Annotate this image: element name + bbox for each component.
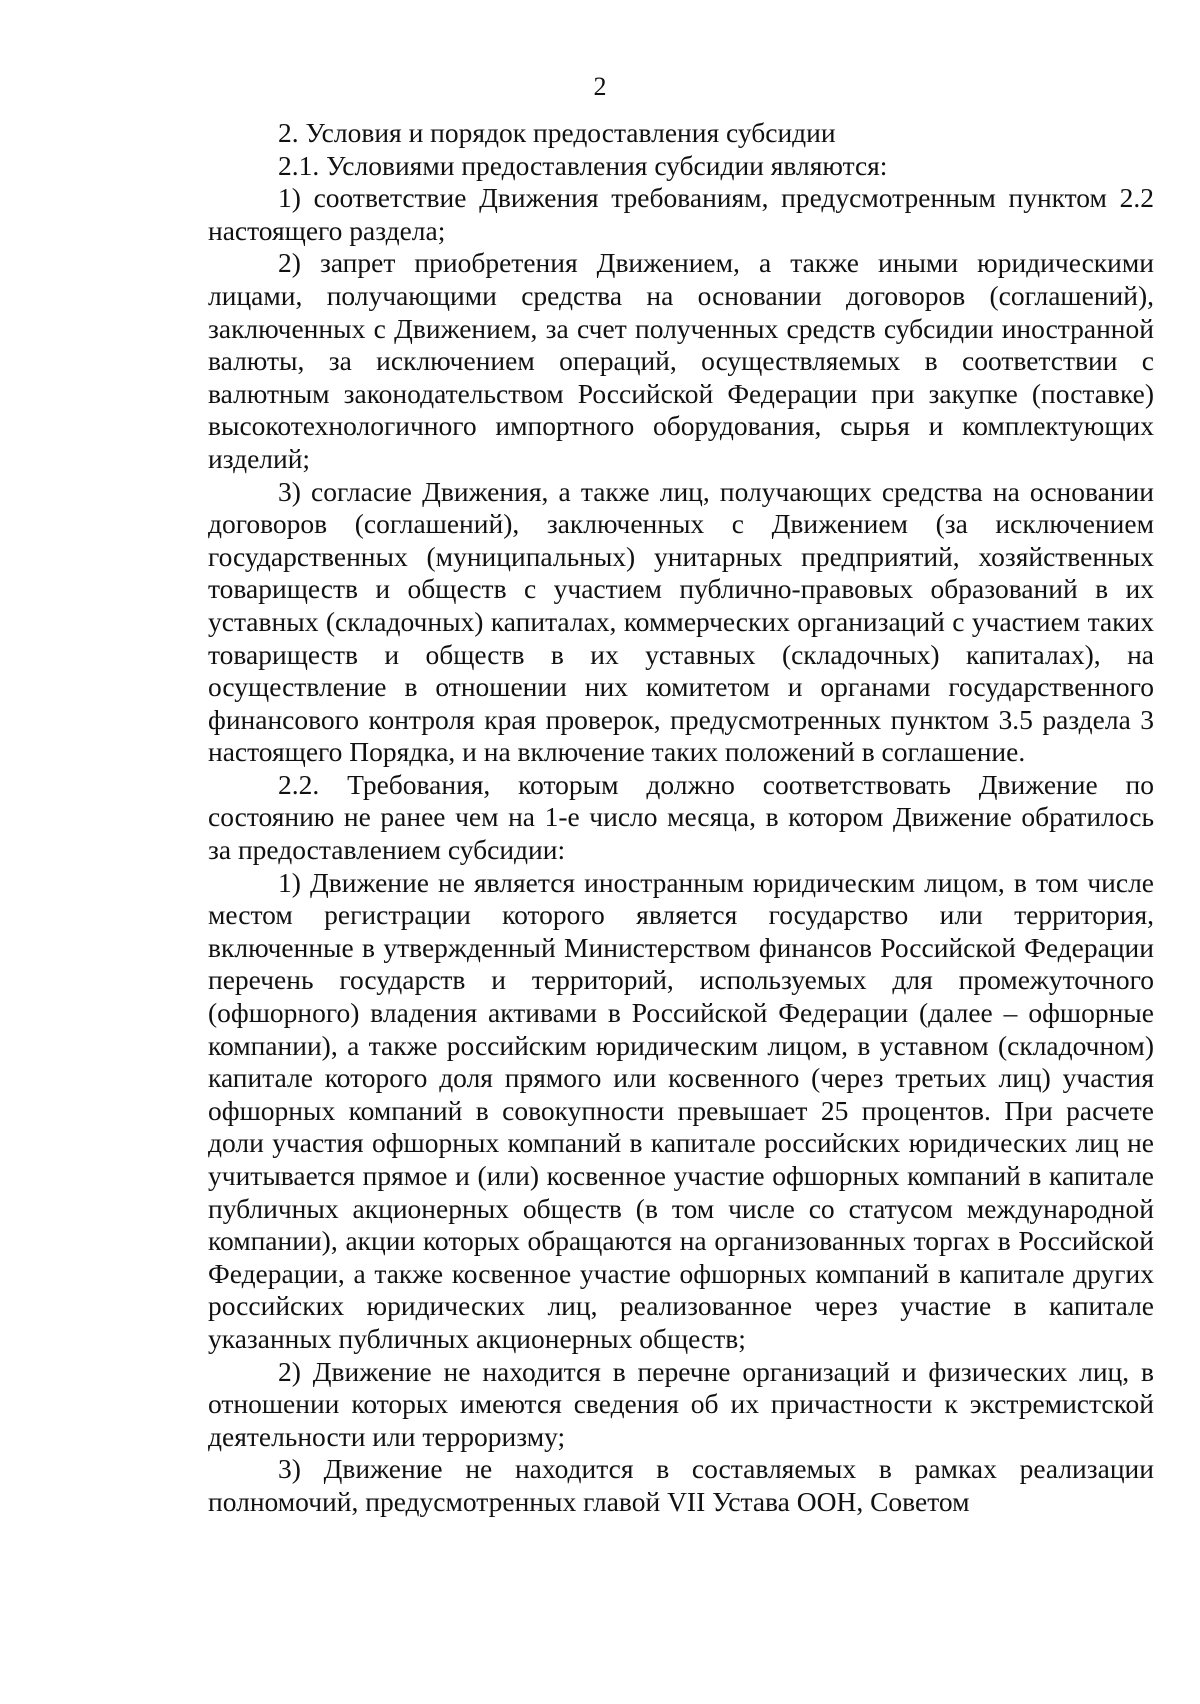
paragraph-2-1-item-1: 1) соответствие Движения требованиям, предусмотренным пунктом 2.2 настоящего раздела; [208, 182, 1154, 246]
paragraph-2-1-item-2: 2) запрет приобретения Движением, а также иными юридическими лицами, получающими средства на основании договоров (соглашений), заключенных с Движением, за счет полученных средств субсидии иностранной валюты, за исключением операций, осуществляемых в соответствии с валютным законодательством Российской Федерации при закупке (поставке) высокотехнологичного импортного оборудования, сырья и комплектующих изделий; [208, 247, 1154, 474]
paragraph-2-1-item-3: 3) согласие Движения, а также лиц, получающих средства на основании договоров (соглашений), заключенных с Движением (за исключением государственных (муниципальных) унитарных предприятий, хозяйственных товариществ и обществ с участием публично-правовых образований в их уставных (складочных) капиталах, коммерческих организаций с участием таких товариществ и обществ в их уставных (складочных) капиталах), на осуществление в отношении них комитетом и органами государственного финансового контроля края проверок, предусмотренных пунктом 3.5 раздела 3 настоящего Порядка, и на включение таких положений в соглашение. [208, 475, 1154, 768]
paragraph-2-2-item-3: 3) Движение не находится в составляемых в рамках реализации полномочий, предусмотренных главой VII Устава ООН, Советом [208, 1453, 1154, 1517]
document-body [208, 117, 1154, 1519]
paragraph-2-2-item-2: 2) Движение не находится в перечне организаций и физических лиц, в отношении которых имеются сведения об их причастности к экстремистской деятельности или терроризму; [208, 1355, 1154, 1452]
paragraph-2-1: 2.1. Условиями предоставления субсидии являются: [278, 149, 888, 181]
section-title: 2. Условия и порядок предоставления субсидии [278, 117, 836, 148]
page-number: 2 [593, 72, 607, 101]
paragraph-2-2: 2.2. Требования, которым должно соответствовать Движение по состоянию не ранее чем на 1-е число месяца, в котором Движение обратилось за предоставлением субсидии: [208, 768, 1154, 866]
paragraph-2-2-item-1: 1) Движение не является иностранным юридическим лицом, в том числе местом регистрации которого является государство или территория, включенные в утвержденный Министерством финансов Российской Федерации перечень государств и территорий, используемых для промежуточного (офшорного) владения активами в Российской Федерации (далее – офшорные компании), а также российским юридическим лицом, в уставном (складочном) капитале которого доля прямого или косвенного (через третьих лиц) участия офшорных компаний в совокупности превышает 25 процентов. При расчете доли участия офшорных компаний в капитале российских юридических лиц не учитывается прямое и (или) косвенное участие офшорных компаний в капитале публичных акционерных обществ (в том числе со статусом международной компании), акции которых обращаются на организованных торгах в Российской Федерации, а также косвенное участие офшорных компаний в капитале других российских юридических лиц, реализованное через участие в капитале указанных публичных акционерных обществ; [208, 866, 1154, 1354]
